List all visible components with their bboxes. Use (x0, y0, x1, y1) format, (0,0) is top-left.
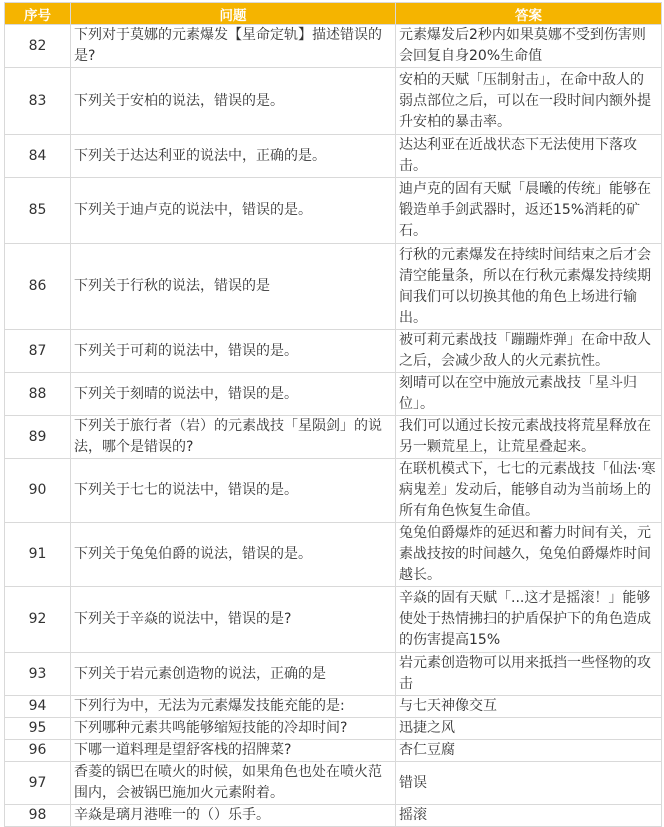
row-num: 96 (5, 740, 71, 762)
table-row (5, 523, 662, 587)
row-question: 下列关于刻晴的说法中，错误的是。 (71, 373, 396, 416)
table-row (5, 68, 662, 135)
table-row (5, 25, 662, 68)
row-answer: 兔兔伯爵爆炸的延迟和蓄力时间有关，元素战技按的时间越久，兔兔伯爵爆炸时间越长。 (396, 523, 662, 587)
header-answer: 答案 (396, 3, 662, 25)
row-num: 87 (5, 330, 71, 373)
header-num: 序号 (5, 3, 71, 25)
row-num: 89 (5, 416, 71, 459)
row-num: 84 (5, 135, 71, 178)
row-question: 下列关于达达利亚的说法中，正确的是。 (71, 135, 396, 178)
row-num: 88 (5, 373, 71, 416)
row-num: 98 (5, 805, 71, 827)
row-question: 下列关于可莉的说法中，错误的是。 (71, 330, 396, 373)
row-num: 86 (5, 244, 71, 330)
row-answer: 迅捷之风 (396, 718, 662, 740)
row-answer: 安柏的天赋「压制射击」，在命中敌人的弱点部位之后，可以在一段时间内额外提升安柏的暴击率。 (396, 68, 662, 135)
table-row (5, 416, 662, 459)
row-question: 下列关于旅行者（岩）的元素战技「星陨剑」的说法，哪个是错误的? (71, 416, 396, 459)
row-answer: 刻晴可以在空中施放元素战技「星斗归位」。 (396, 373, 662, 416)
row-question: 下哪一道料理是望舒客栈的招牌菜? (71, 740, 396, 762)
row-question: 下列行为中，无法为元素爆发技能充能的是: (71, 696, 396, 718)
row-question: 辛焱是璃月港唯一的（）乐手。 (71, 805, 396, 827)
row-num: 92 (5, 587, 71, 653)
row-answer: 我们可以通过长按元素战技将荒星释放在另一颗荒星上，让荒星叠起来。 (396, 416, 662, 459)
row-answer: 与七天神像交互 (396, 696, 662, 718)
table-row (5, 178, 662, 244)
row-num: 93 (5, 653, 71, 696)
table-row (5, 718, 662, 740)
row-answer: 被可莉元素战技「蹦蹦炸弹」在命中敌人之后，会减少敌人的火元素抗性。 (396, 330, 662, 373)
table-row (5, 244, 662, 330)
row-num: 94 (5, 696, 71, 718)
row-answer: 行秋的元素爆发在持续时间结束之后才会清空能量条，所以在行秋元素爆发持续期间我们可以切换其他的角色上场进行输出。 (396, 244, 662, 330)
table-row (5, 740, 662, 762)
row-question: 下列哪种元素共鸣能够缩短技能的冷却时间? (71, 718, 396, 740)
row-answer: 摇滚 (396, 805, 662, 827)
row-answer: 迪卢克的固有天赋「晨曦的传统」能够在锻造单手剑武器时，返还15%消耗的矿石。 (396, 178, 662, 244)
row-question: 下列关于安柏的说法，错误的是。 (71, 68, 396, 135)
table-row (5, 330, 662, 373)
table-row (5, 762, 662, 805)
row-answer: 岩元素创造物可以用来抵挡一些怪物的攻击 (396, 653, 662, 696)
row-num: 83 (5, 68, 71, 135)
row-answer: 辛焱的固有天赋「...这才是摇滚！」能够使处于热情拂扫的护盾保护下的角色造成的伤害提高15% (396, 587, 662, 653)
row-question: 香菱的锅巴在喷火的时候，如果角色也处在喷火范围内，会被锅巴施加火元素附着。 (71, 762, 396, 805)
row-answer: 在联机模式下，七七的元素战技「仙法·寒病鬼差」发动后，能够自动为当前场上的所有角色恢复生命值。 (396, 459, 662, 523)
table-row (5, 805, 662, 827)
row-num: 82 (5, 25, 71, 68)
table-header-row (5, 3, 662, 25)
table-row (5, 696, 662, 718)
row-question: 下列关于七七的说法中，错误的是。 (71, 459, 396, 523)
row-answer: 达达利亚在近战状态下无法使用下落攻击。 (396, 135, 662, 178)
row-answer: 错误 (396, 762, 662, 805)
row-num: 90 (5, 459, 71, 523)
row-answer: 杏仁豆腐 (396, 740, 662, 762)
row-answer: 元素爆发后2秒内如果莫娜不受到伤害则会回复自身20%生命值 (396, 25, 662, 68)
row-question: 下列关于行秋的说法，错误的是 (71, 244, 396, 330)
row-question: 下列关于辛焱的说法中，错误的是? (71, 587, 396, 653)
row-question: 下列对于莫娜的元素爆发【星命定轨】描述错误的是? (71, 25, 396, 68)
row-question: 下列关于迪卢克的说法中，错误的是。 (71, 178, 396, 244)
row-num: 95 (5, 718, 71, 740)
table-row (5, 653, 662, 696)
qa-table (4, 2, 662, 827)
row-num: 97 (5, 762, 71, 805)
row-question: 下列关于兔兔伯爵的说法，错误的是。 (71, 523, 396, 587)
row-num: 91 (5, 523, 71, 587)
table-row (5, 587, 662, 653)
row-num: 85 (5, 178, 71, 244)
table-row (5, 373, 662, 416)
row-question: 下列关于岩元素创造物的说法，正确的是 (71, 653, 396, 696)
header-question: 问题 (71, 3, 396, 25)
table-row (5, 135, 662, 178)
table-row (5, 459, 662, 523)
